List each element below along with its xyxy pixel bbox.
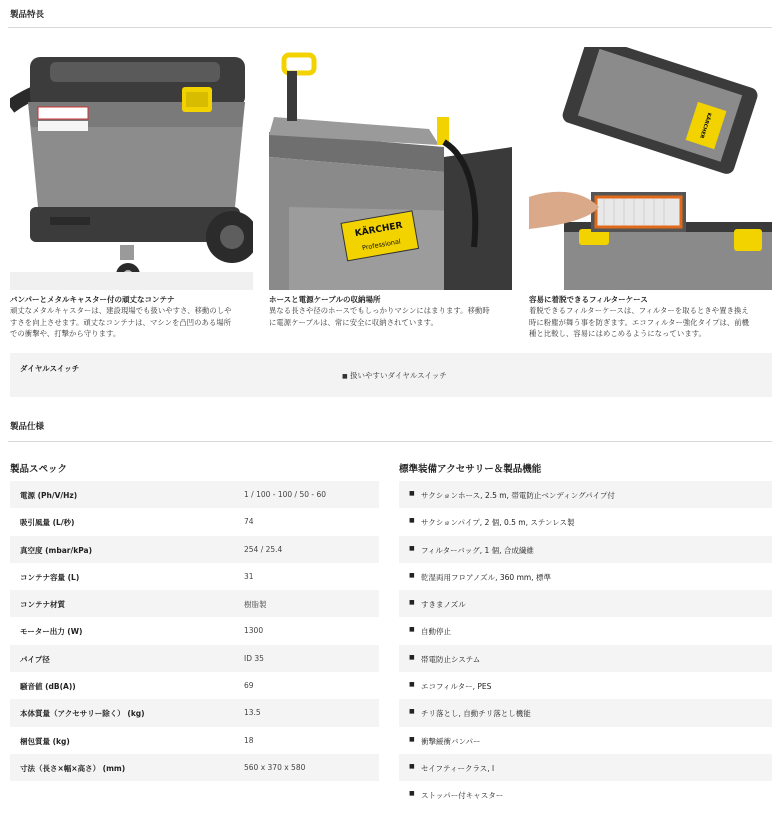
accessory-text: 衝撃緩衝バンパー: [421, 736, 481, 746]
bullet-icon: ■: [409, 599, 415, 607]
feature-title: バンパーとメタルキャスター付の頑丈なコンテナ: [10, 295, 175, 304]
dial-switch-text: 扱いやすいダイヤルスイッチ: [350, 371, 447, 380]
spec-key: 本体質量（アクセサリー除く） (kg): [20, 709, 145, 719]
accessory-text: セイフティークラス, l: [421, 763, 495, 773]
feature-description: での衝撃や、打撃から守ります。: [10, 329, 121, 339]
spec-value: 1 / 100 - 100 / 50 - 60: [244, 490, 327, 499]
feature-title: 容易に着脱できるフィルターケース: [529, 295, 648, 304]
feature-description: 種と比較し、容易にはめこめるようになっています。: [529, 329, 706, 339]
feature-photo-storage: [269, 47, 512, 290]
bullet-icon: ■: [409, 708, 415, 716]
feature-description: 時に粉塵が舞う事を防ぎます。エコフィルター強化タイプは、前機: [529, 317, 750, 327]
spec-row: [10, 699, 379, 726]
accessory-text: フィルターバッグ, 1 個, 合成繊維: [421, 545, 534, 555]
accessory-item: [399, 645, 772, 672]
accessory-item: [399, 481, 772, 508]
bullet-icon: ■: [409, 626, 415, 634]
spec-key: 吸引風量 (L/秒): [20, 518, 75, 528]
bullet-icon: ■: [409, 681, 415, 689]
dial-switch-row: [10, 353, 772, 397]
badge-brand: KÄRCHER: [698, 111, 713, 139]
spec-table: [10, 481, 379, 781]
bullet-icon: ■: [409, 544, 415, 552]
accessory-text: ストッパー付キャスター: [421, 791, 504, 801]
spec-row: [10, 508, 379, 535]
features-section-title: 製品特長: [10, 10, 45, 20]
spec-row: [10, 536, 379, 563]
spec-table-title: 製品スペック: [10, 464, 68, 475]
accessory-item: [399, 508, 772, 535]
bullet-icon: ■: [409, 490, 415, 497]
feature-photo-bumper: [10, 47, 253, 290]
spec-value: 18: [244, 735, 254, 745]
spec-key: コンテナ容量 (L): [20, 572, 80, 582]
dial-switch-item: [342, 370, 447, 381]
accessory-item: [399, 617, 772, 644]
spec-key: 梱包質量 (kg): [20, 736, 70, 746]
accessory-text: チリ落とし, 自動チリ落とし機能: [421, 709, 531, 719]
bullet-icon: ■: [409, 517, 415, 525]
accessories-title: 標準装備アクセサリー＆製品機能: [399, 464, 542, 475]
feature-photo-filter: [529, 47, 772, 290]
badge-brand: KÄRCHER: [354, 220, 404, 240]
feature-card-filter: [529, 47, 772, 340]
spec-key: 寸法（長さ×幅×高さ） (mm): [20, 763, 126, 773]
accessory-text: サクションパイプ, 2 個, 0.5 m, ステンレス製: [421, 518, 575, 528]
spec-value: 1300: [244, 626, 264, 636]
accessory-item: [399, 699, 772, 726]
accessories-list: [399, 481, 772, 809]
accessory-text: 乾湿両用フロアノズル, 360 mm, 標準: [421, 572, 551, 582]
accessory-text: 自動停止: [421, 627, 451, 637]
feature-description: 異なる長さや径のホースでもしっかりマシンにはまります。移動時: [269, 306, 490, 315]
feature-card-storage: [269, 47, 512, 328]
spec-value: 560 x 370 x 580: [244, 762, 306, 772]
spec-row: [10, 563, 379, 590]
accessory-text: エコフィルター, PES: [421, 682, 492, 692]
spec-value: 254 / 25.4: [244, 544, 283, 554]
spec-row: [10, 617, 379, 644]
dial-switch-label: ダイヤルスイッチ: [20, 364, 80, 373]
specs-section-title: 製品仕様: [10, 422, 45, 432]
vacuum-bumper-image: [10, 47, 253, 290]
bullet-icon: ■: [409, 653, 415, 661]
accessory-item: [399, 754, 772, 781]
accessory-text: サクションホース, 2.5 m, 帯電防止ベンディングパイプ付: [421, 491, 615, 500]
spec-key: モーター出力 (W): [20, 627, 83, 637]
spec-row: [10, 727, 379, 754]
spec-value: ID 35: [244, 653, 264, 663]
vacuum-storage-image: [269, 47, 512, 290]
spec-key: コンテナ材質: [20, 600, 65, 610]
accessory-item: [399, 536, 772, 563]
accessory-item: [399, 563, 772, 590]
feature-description: 頑丈なメタルキャスターは、建設現場でも扱いやすさ、移動のしや: [10, 306, 232, 315]
bullet-icon: ■: [409, 735, 415, 743]
spec-value: 13.5: [244, 708, 261, 718]
accessory-item: [399, 781, 772, 808]
accessory-item: [399, 590, 772, 617]
spec-key: パイプ径: [20, 654, 50, 664]
spec-row: [10, 754, 379, 781]
spec-key: 電源 (Ph/V/Hz): [20, 491, 78, 500]
feature-description: すさを向上させます。頑丈なコンテナは、マシンを凸凹のある場所: [10, 317, 232, 327]
feature-title: ホースと電源ケーブルの収納場所: [269, 295, 381, 304]
spec-value: 74: [244, 517, 254, 527]
spec-row: [10, 672, 379, 699]
spec-row: [10, 590, 379, 617]
accessory-text: 帯電防止システム: [421, 654, 481, 664]
spec-key: 騒音値 (dB(A)): [20, 682, 76, 692]
accessory-item: [399, 727, 772, 754]
accessory-text: すきまノズル: [421, 600, 466, 610]
bullet-icon: ■: [409, 762, 415, 770]
spec-row: [10, 645, 379, 672]
divider: [8, 27, 772, 28]
vacuum-filter-image: [529, 47, 772, 290]
divider: [8, 441, 772, 442]
accessory-item: [399, 672, 772, 699]
bullet-icon: ■: [342, 373, 348, 380]
bullet-icon: ■: [409, 571, 415, 579]
spec-row: [10, 481, 379, 508]
spec-value: 樹脂製: [244, 600, 267, 610]
feature-description: に電源ケーブルは、常に安全に収納されています。: [269, 317, 438, 327]
feature-card-bumper: [10, 47, 253, 340]
spec-key: 真空度 (mbar/kPa): [20, 545, 92, 555]
badge-sub: Professional: [361, 237, 402, 253]
spec-value: 31: [244, 571, 254, 581]
spec-value: 69: [244, 681, 254, 691]
feature-description: 着脱できるフィルターケースは、フィルターを取るときや置き換え: [529, 306, 749, 315]
bullet-icon: ■: [409, 790, 415, 798]
